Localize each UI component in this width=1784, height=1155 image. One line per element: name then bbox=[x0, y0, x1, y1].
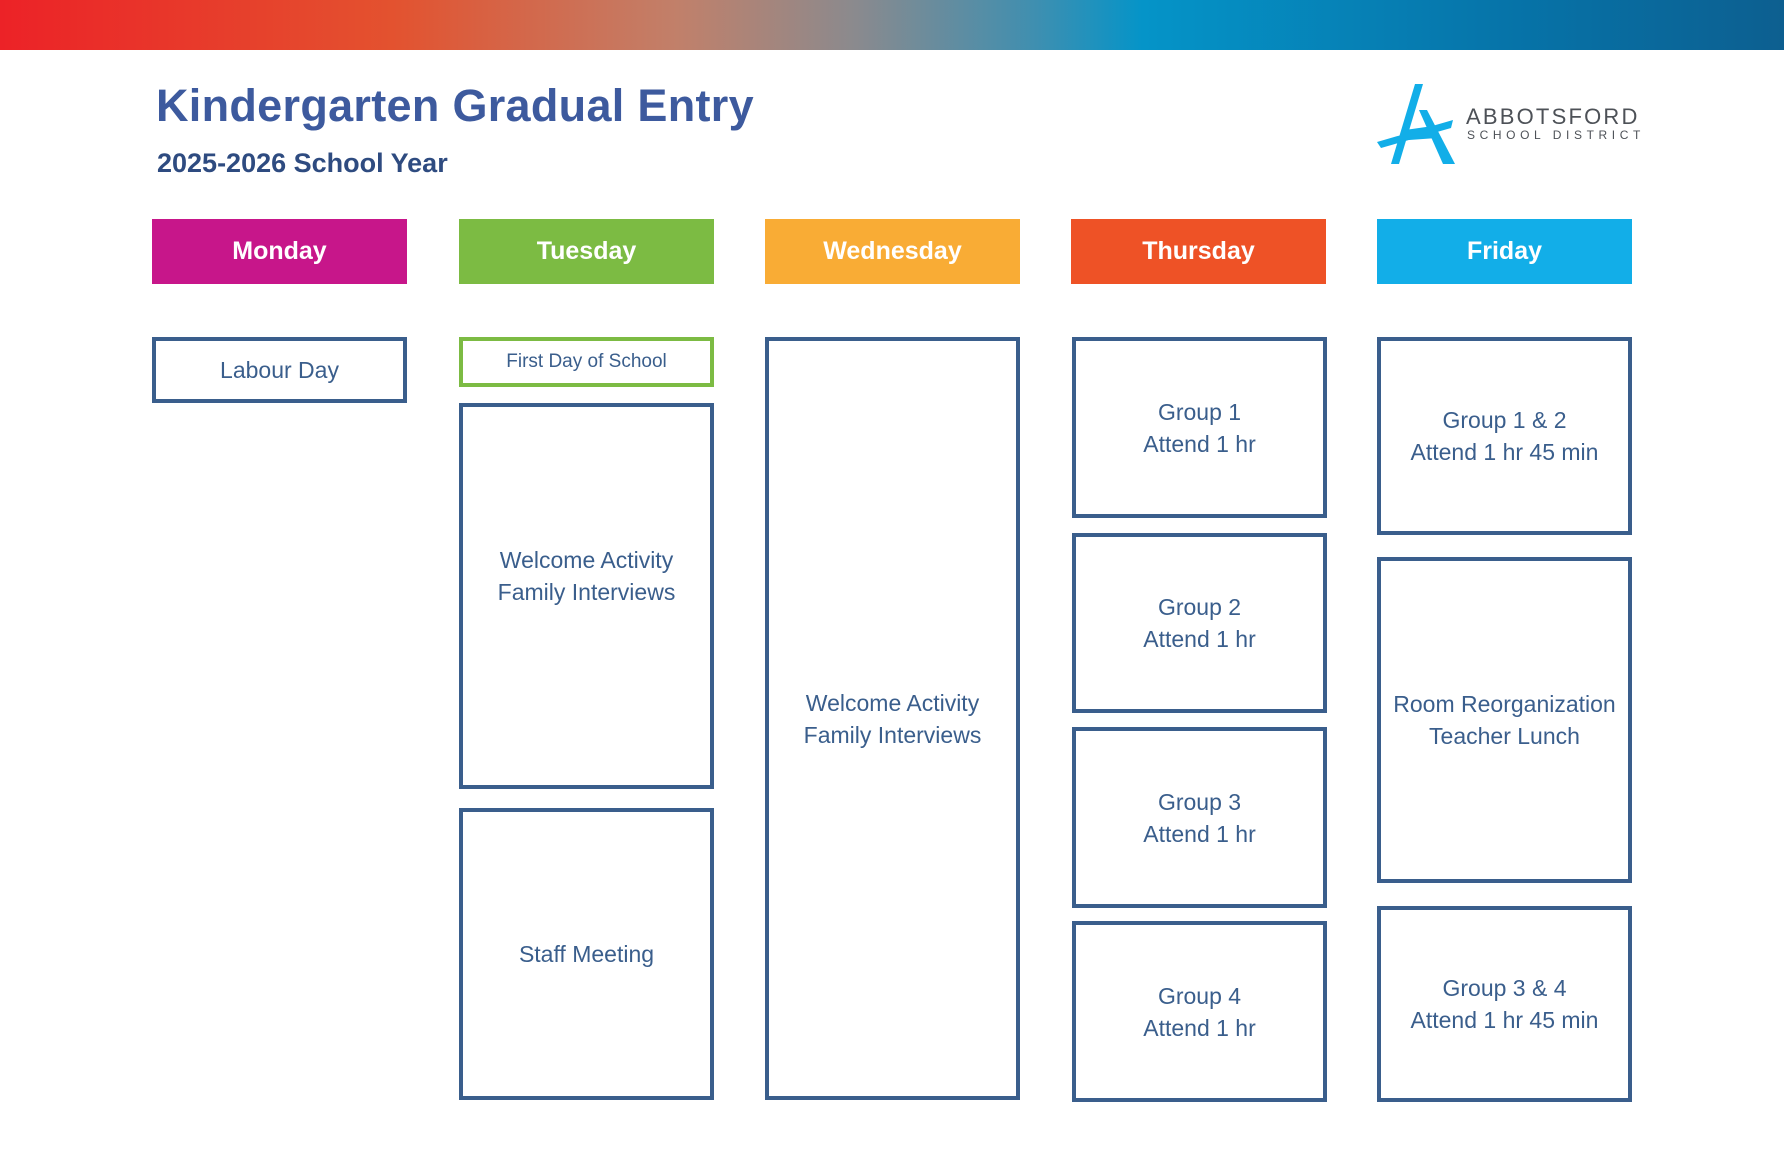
event-thursday-group-2 bbox=[1072, 533, 1327, 713]
event-line1: Welcome Activity bbox=[499, 547, 674, 573]
event-friday-room-reorganization bbox=[1377, 557, 1632, 883]
friday-header: Friday bbox=[1377, 219, 1632, 284]
event-tuesday-staff-meeting bbox=[459, 808, 714, 1100]
event-line2: Family Interviews bbox=[497, 579, 676, 605]
event-thursday-group-3 bbox=[1072, 727, 1327, 908]
thursday-header: Thursday bbox=[1071, 219, 1326, 284]
event-thursday-group-1 bbox=[1072, 337, 1327, 518]
event-line1: Group 3 & 4 bbox=[1442, 975, 1567, 1001]
monday-header: Monday bbox=[152, 219, 407, 284]
event-line1: Group 3 bbox=[1157, 788, 1242, 815]
event-line1: Group 1 & 2 bbox=[1442, 407, 1567, 433]
event-line2: Attend 1 hr 45 min bbox=[1410, 1007, 1599, 1033]
event-line1: Labour Day bbox=[220, 357, 339, 383]
wednesday-header: Wednesday bbox=[765, 219, 1020, 284]
event-line2: Attend 1 hr bbox=[1143, 430, 1256, 457]
event-line2: Attend 1 hr bbox=[1143, 820, 1256, 847]
page-subtitle: 2025-2026 School Year bbox=[157, 148, 448, 178]
event-line2: Attend 1 hr 45 min bbox=[1410, 439, 1599, 465]
event-line1: Group 4 bbox=[1157, 982, 1242, 1009]
event-wednesday-welcome bbox=[765, 337, 1020, 1100]
event-thursday-group-4 bbox=[1072, 921, 1327, 1102]
logo-name: ABBOTSFORD bbox=[1466, 104, 1640, 129]
event-line2: Family Interviews bbox=[803, 721, 982, 748]
event-monday-labour-day bbox=[152, 337, 407, 403]
event-line1: Welcome Activity bbox=[805, 689, 980, 716]
event-line1: First Day of School bbox=[506, 351, 667, 372]
tuesday-header: Tuesday bbox=[459, 219, 714, 284]
event-line2: Attend 1 hr bbox=[1143, 1014, 1256, 1041]
district-logo bbox=[1375, 80, 1645, 170]
district-logo-mark-icon bbox=[1375, 80, 1465, 170]
event-line1: Group 2 bbox=[1157, 594, 1242, 620]
event-line2: Teacher Lunch bbox=[1429, 723, 1580, 749]
page-title: Kindergarten Gradual Entry bbox=[156, 80, 754, 131]
event-tuesday-welcome bbox=[459, 403, 714, 789]
event-friday-group-3-4 bbox=[1377, 906, 1632, 1102]
event-line1: Group 1 bbox=[1157, 398, 1242, 425]
event-line2: Attend 1 hr bbox=[1143, 626, 1256, 652]
logo-subtitle: SCHOOL DISTRICT bbox=[1467, 128, 1645, 142]
event-friday-group-1-2 bbox=[1377, 337, 1632, 535]
event-line1: Room Reorganization bbox=[1393, 691, 1616, 717]
event-tuesday-first-day bbox=[459, 337, 714, 387]
event-line1: Staff Meeting bbox=[518, 941, 655, 967]
top-gradient-bar bbox=[0, 0, 1784, 50]
